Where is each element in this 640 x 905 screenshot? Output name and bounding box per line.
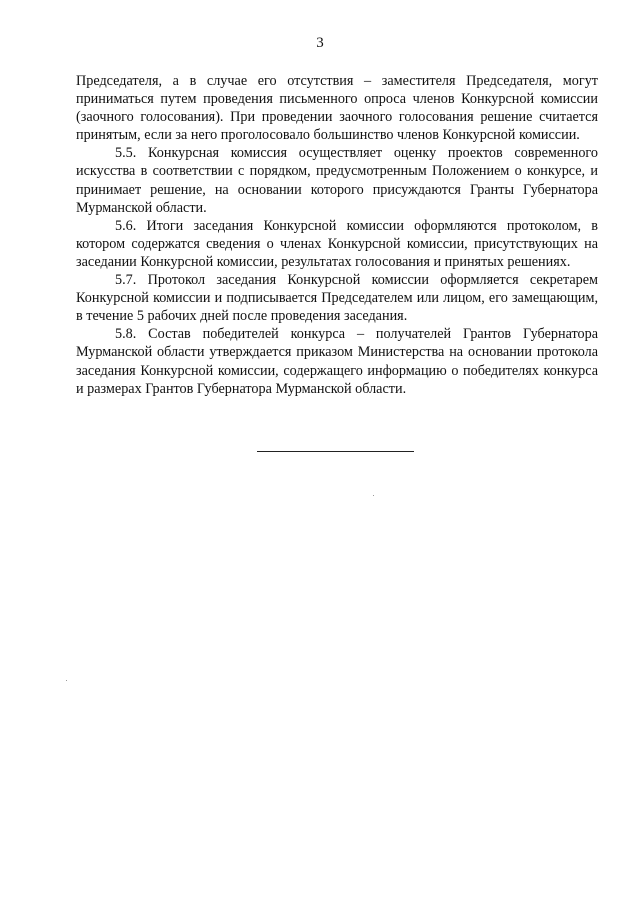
paragraph-5-6: 5.6. Итоги заседания Конкурсной комиссии оформляются протоколом, в котором содержатся сведения о членах Конкурсной комиссии, присутствующих на заседании Конкурсной комиссии, результатах голосования и принятых решениях.: [76, 217, 598, 270]
document-body: [76, 72, 598, 398]
scan-speck: [373, 495, 374, 496]
paragraph-5-7: 5.7. Протокол заседания Конкурсной комиссии оформляется секретарем Конкурсной комиссии и подписывается Председателем или лицом, его замещающим, в течение 5 рабочих дней после проведения заседания.: [76, 272, 598, 325]
page-number: 3: [316, 35, 324, 51]
scan-speck: [66, 680, 67, 681]
paragraph-5-5: 5.5. Конкурсная комиссия осуществляет оценку проектов современного искусства в соответствии с порядком, предусмотренным Положением о конкурсе, и принимает решение, на основании которого присуждаются Гранты Губернатора Мурманской области.: [76, 145, 598, 216]
paragraph-continuation: Председателя, а в случае его отсутствия – заместителя Председателя, могут приниматься путем проведения письменного опроса членов Конкурсной комиссии (заочного голосования). При проведении заочного голосования решение считается принятым, если за него проголосовало большинство членов Конкурсной комиссии.: [76, 73, 598, 144]
end-of-text-divider: [257, 451, 414, 452]
paragraph-5-8: 5.8. Состав победителей конкурса – получателей Грантов Губернатора Мурманской области утверждается приказом Министерства на основании протокола заседания Конкурсной комиссии, содержащего информацию о победителях конкурса и размерах Грантов Губернатора Мурманской области.: [76, 326, 598, 397]
